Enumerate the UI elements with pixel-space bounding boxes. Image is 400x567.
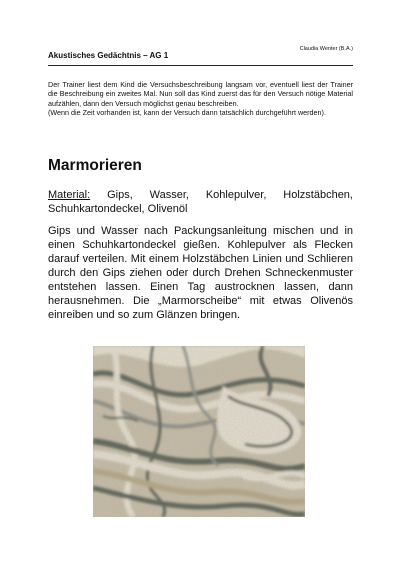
intro-text xyxy=(48,80,353,118)
material-label: Material: xyxy=(48,189,91,201)
section-title: Marmorieren xyxy=(48,157,142,174)
material-list xyxy=(48,188,353,216)
material-items: Gips, Wasser, Kohlepulver, Holzstäbchen, Schuhkartondeckel, Olivenöl xyxy=(48,189,353,215)
marble-texture-image xyxy=(93,346,305,517)
header-title: Akustisches Gedächtnis – AG 1 xyxy=(48,51,169,60)
instructions-text: Gips und Wasser nach Packungsanleitung mischen und in einen Schuhkartondeckel gießen. Kohlepulver als Flecken darauf verteilen. Mit einem Holzstäbchen Linien und Schlieren durch den Gips ziehen oder durch Drehen Schneckenmuster entstehen lassen. Einen Tag austrocknen lassen, dann herausnehmen. Die „Marmorscheibe“ mit etwas Olivenös einreiben und so zum Glänzen bringen. xyxy=(48,225,353,321)
intro-note: (Wenn die Zeit vorhanden ist, kann der Versuch dann tatsächlich durchgeführt werden). xyxy=(48,108,326,118)
intro-paragraph: Der Trainer liest dem Kind die Versuchsbeschreibung langsam vor, eventuell liest der Trainer die Beschreibung ein zweites Mal. Nun soll das Kind zuerst das für den Versuch nötige Material aufzählen, dann den Versuch möglichst genau beschreiben. xyxy=(48,80,353,108)
header-author: Claudia Wenter (B.A.) xyxy=(299,46,353,52)
page-header xyxy=(48,45,353,66)
marble-photo xyxy=(93,346,305,517)
